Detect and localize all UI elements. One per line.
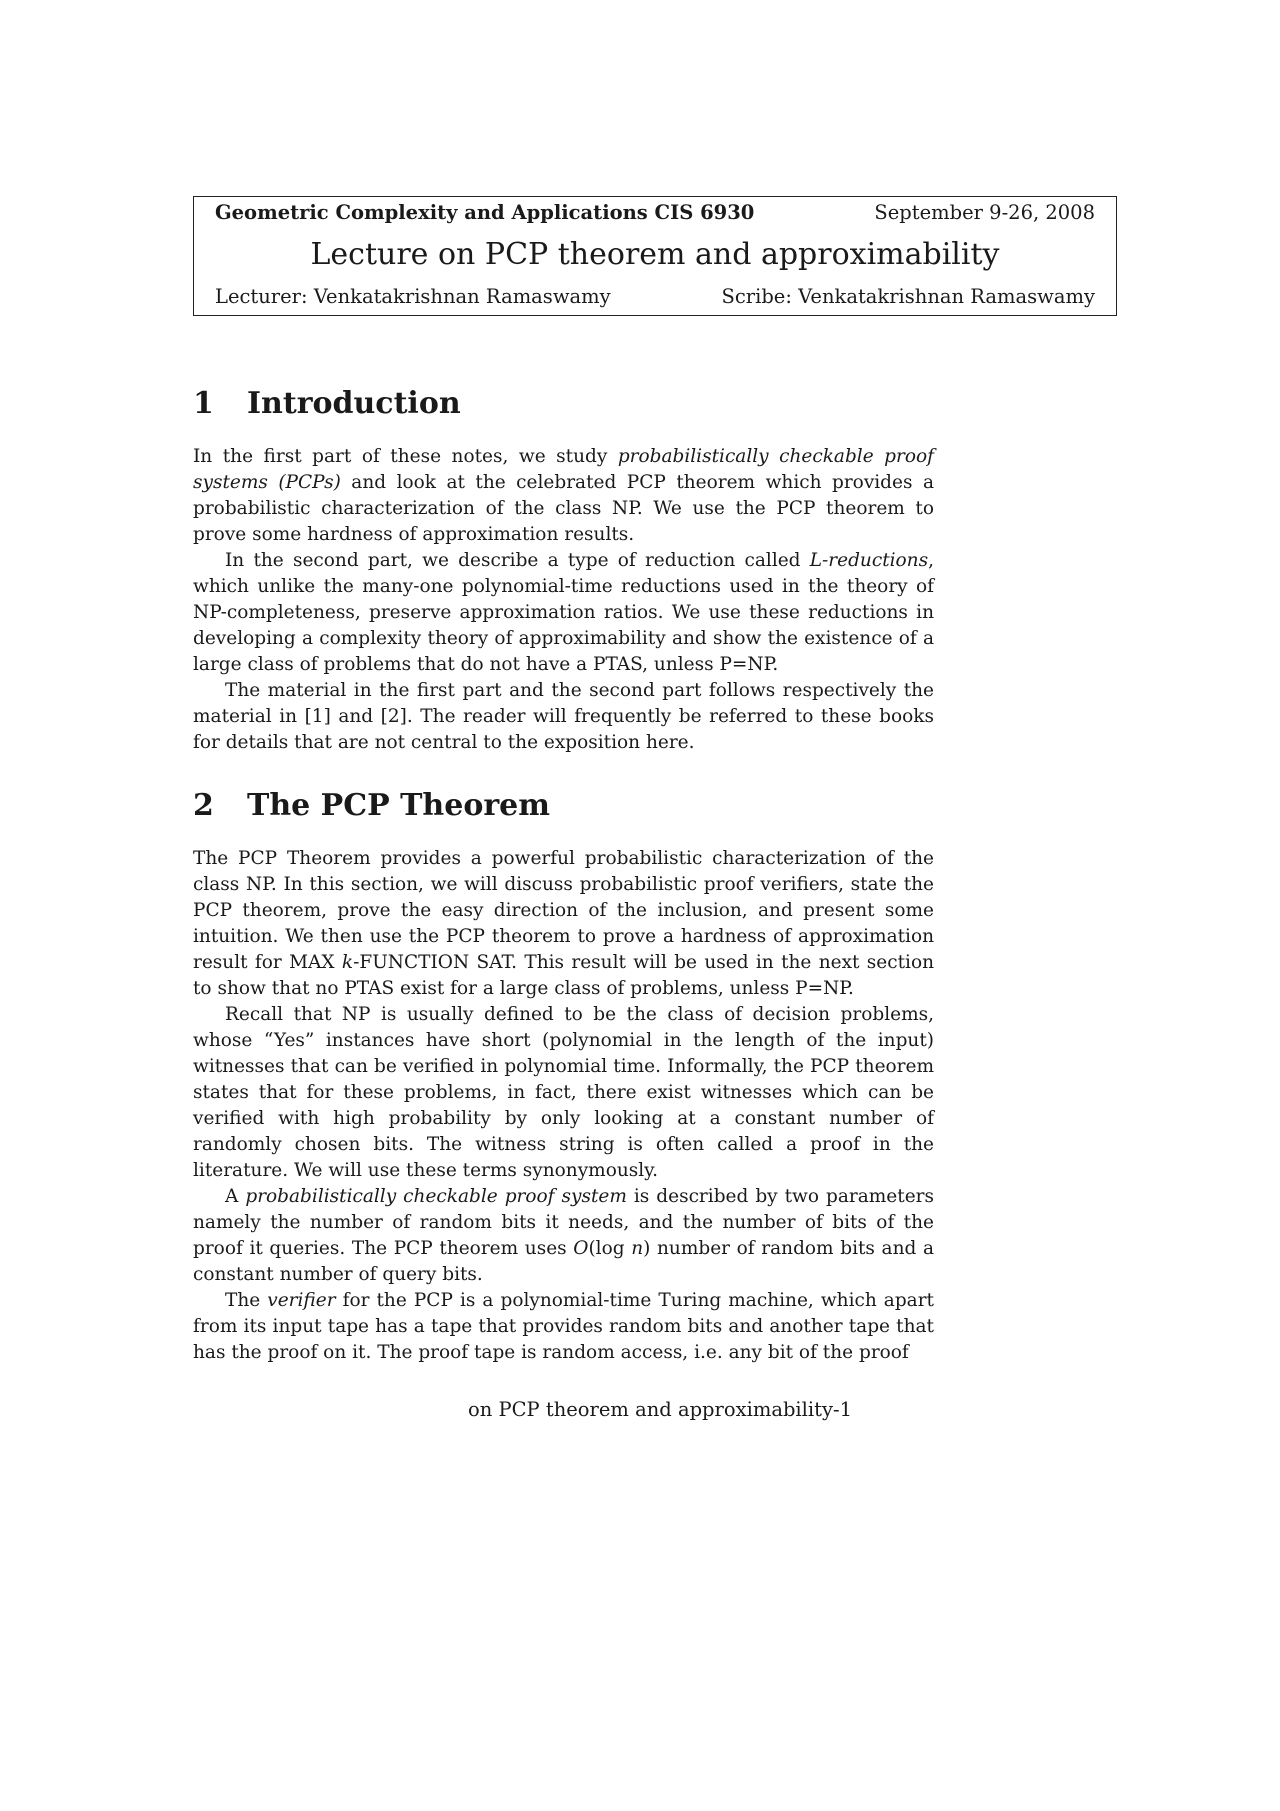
paragraph: The material in the first part and the second part follows respectively the material in [1] and [2]. The reader will frequently be referred to these books for details that are not central to the exposition here. bbox=[193, 680, 934, 753]
lecture-header-box bbox=[193, 196, 1117, 316]
header-bottom-row bbox=[215, 285, 1095, 308]
lecture-title: Lecture on PCP theorem and approximability bbox=[310, 237, 1000, 272]
paragraph: The PCP Theorem provides a powerful probabilistic characterization of the class NP. In this section, we will discuss probabilistic proof verifiers, state the PCP theorem, prove the easy direction of the inclusion, and present some intuition. We then use the PCP theorem to prove a hardness of approximation result for MAX k-FUNCTION SAT. This result will be used in the next section to show that no PTAS exist for a large class of problems, unless P=NP. bbox=[193, 848, 934, 999]
paragraph: In the first part of these notes, we study probabilistically checkable proof systems (PCPs) and look at the celebrated PCP theorem which provides a probabilistic characterization of the class NP. We use the PCP theorem to prove some hardness of approximation results. bbox=[193, 446, 934, 545]
section-heading-pcp-theorem bbox=[193, 788, 550, 823]
lecture-date: September 9-26, 2008 bbox=[874, 201, 1095, 224]
introduction-body bbox=[193, 444, 934, 756]
paragraph: A probabilistically checkable proof system is described by two parameters namely the number of random bits it needs, and the number of bits of the proof it queries. The PCP theorem uses O(log n) number of random bits and a constant number of query bits. bbox=[193, 1186, 935, 1285]
page-footer: on PCP theorem and approximability-1 bbox=[468, 1398, 852, 1421]
section-number: 1 bbox=[193, 386, 214, 421]
paragraph: The verifier for the PCP is a polynomial-time Turing machine, which apart from its input tape has a tape that provides random bits and another tape that has the proof on it. The proof tape is random access, i.e. any bit of the proof bbox=[193, 1290, 934, 1363]
header-top-row bbox=[215, 201, 1095, 224]
course-name: Geometric Complexity and Applications CIS 6930 bbox=[215, 201, 755, 224]
pcp-theorem-body bbox=[193, 846, 934, 1366]
paragraph: In the second part, we describe a type of reduction called L-reductions, which unlike the many-one polynomial-time reductions used in the theory of NP-completeness, preserve approximation ratios. We use these reductions in developing a complexity theory of approximability and show the existence of a large class of problems that do not have a PTAS, unless P=NP. bbox=[193, 550, 934, 675]
paragraph: Recall that NP is usually defined to be the class of decision problems, whose “Yes” instances have short (polynomial in the length of the input) witnesses that can be verified in polynomial time. Informally, the PCP theorem states that for these problems, in fact, there exist witnesses which can be verified with high probability by only looking at a constant number of randomly chosen bits. The witness string is often called a proof in the literature. We will use these terms synonymously. bbox=[193, 1004, 934, 1181]
lecturer-name: Lecturer: Venkatakrishnan Ramaswamy bbox=[215, 285, 611, 308]
scribe-name: Scribe: Venkatakrishnan Ramaswamy bbox=[721, 285, 1095, 308]
section-title: Introduction bbox=[247, 386, 461, 421]
section-number: 2 bbox=[193, 788, 214, 823]
section-heading-introduction bbox=[193, 386, 461, 421]
section-title: The PCP Theorem bbox=[247, 788, 550, 823]
